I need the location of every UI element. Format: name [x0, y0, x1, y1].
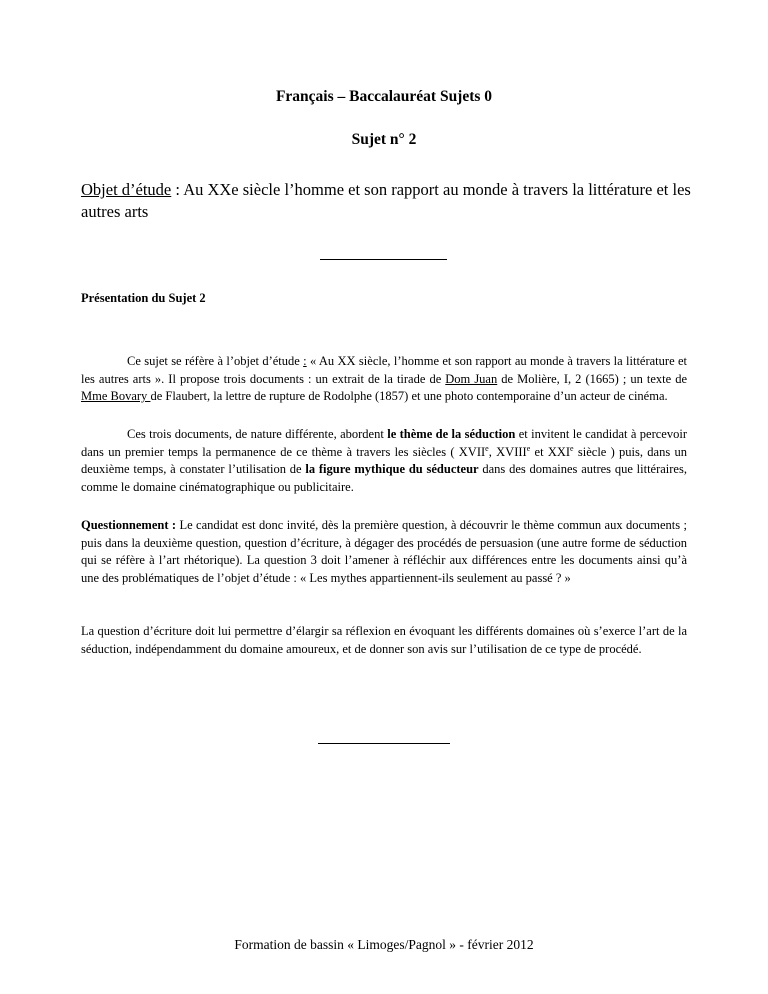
work-title-mme-bovary: Mme Bovary [81, 389, 151, 403]
separator-line [318, 743, 450, 744]
paragraph-questionnement: Questionnement : Le candidat est donc invité, dès la première question, à découvrir le thème commun aux documents ; puis dans la deuxième question, question d’écriture, à dégager des procédés de persuasion (une autre forme de séduction qui se réfère à l’art rhétorique). La question 3 doit l’amener à réfléchir aux différences entre les documents ainsi qu’à une des problématiques de l’objet d’étude : « Les mythes appartiennent-ils seulement au passé ? » [81, 518, 687, 585]
work-title-dom-juan: Dom Juan [445, 371, 498, 386]
paragraph-ecriture: La question d’écriture doit lui permettre d’élargir sa réflexion en évoquant les différents domaines où s’exerce l’art de la séduction, indépendamment du domaine amoureux, et de donner son avis sur l’utilisation de ce type de procédé. [81, 624, 687, 656]
bold-figure-mythique: la figure mythique du séducteur [305, 462, 479, 476]
bold-theme-seduction: le thème de la séduction [387, 427, 516, 441]
document-subtitle: Sujet n° 2 [351, 131, 417, 148]
objet-etude [81, 179, 701, 223]
paragraph-presentation: Ce sujet se réfère à l’objet d’étude : « Au XX siècle, l’homme et son rapport au monde à travers la littérature et les autres arts ». Il propose trois documents : un extrait de la tirade de Dom Juan de Molière, I, 2 (1665) ; un texte de Mme Bovary de Flaubert, la lettre de rupture de Rodolphe (1857) et une photo contemporaine d’un acteur de cinéma. [81, 354, 687, 403]
page-footer: Formation de bassin « Limoges/Pagnol » - février 2012 [234, 937, 534, 952]
paragraph-documents: Ces trois documents, de nature différente, abordent le thème de la séduction et invitent le candidat à percevoir dans un premier temps la permanence de ce thème à travers les siècles ( XVIIe, XVIIIe et XXIe siècle ) puis, dans un deuxième temps, à constater l’utilisation de la figure mythique du séducteur dans des domaines autres que littéraires, comme le domaine cinématographique ou publicitaire. [81, 427, 687, 494]
separator-line [320, 259, 447, 260]
questionnement-label: Questionnement : [81, 518, 177, 532]
objet-etude-text: : Au XXe siècle l’homme et son rapport au monde à travers la littérature et les autres arts [81, 180, 691, 221]
document-title: Français – Baccalauréat Sujets 0 [275, 88, 493, 105]
section-heading: Présentation du Sujet 2 [81, 291, 206, 305]
objet-etude-label: Objet d’étude [81, 180, 172, 199]
